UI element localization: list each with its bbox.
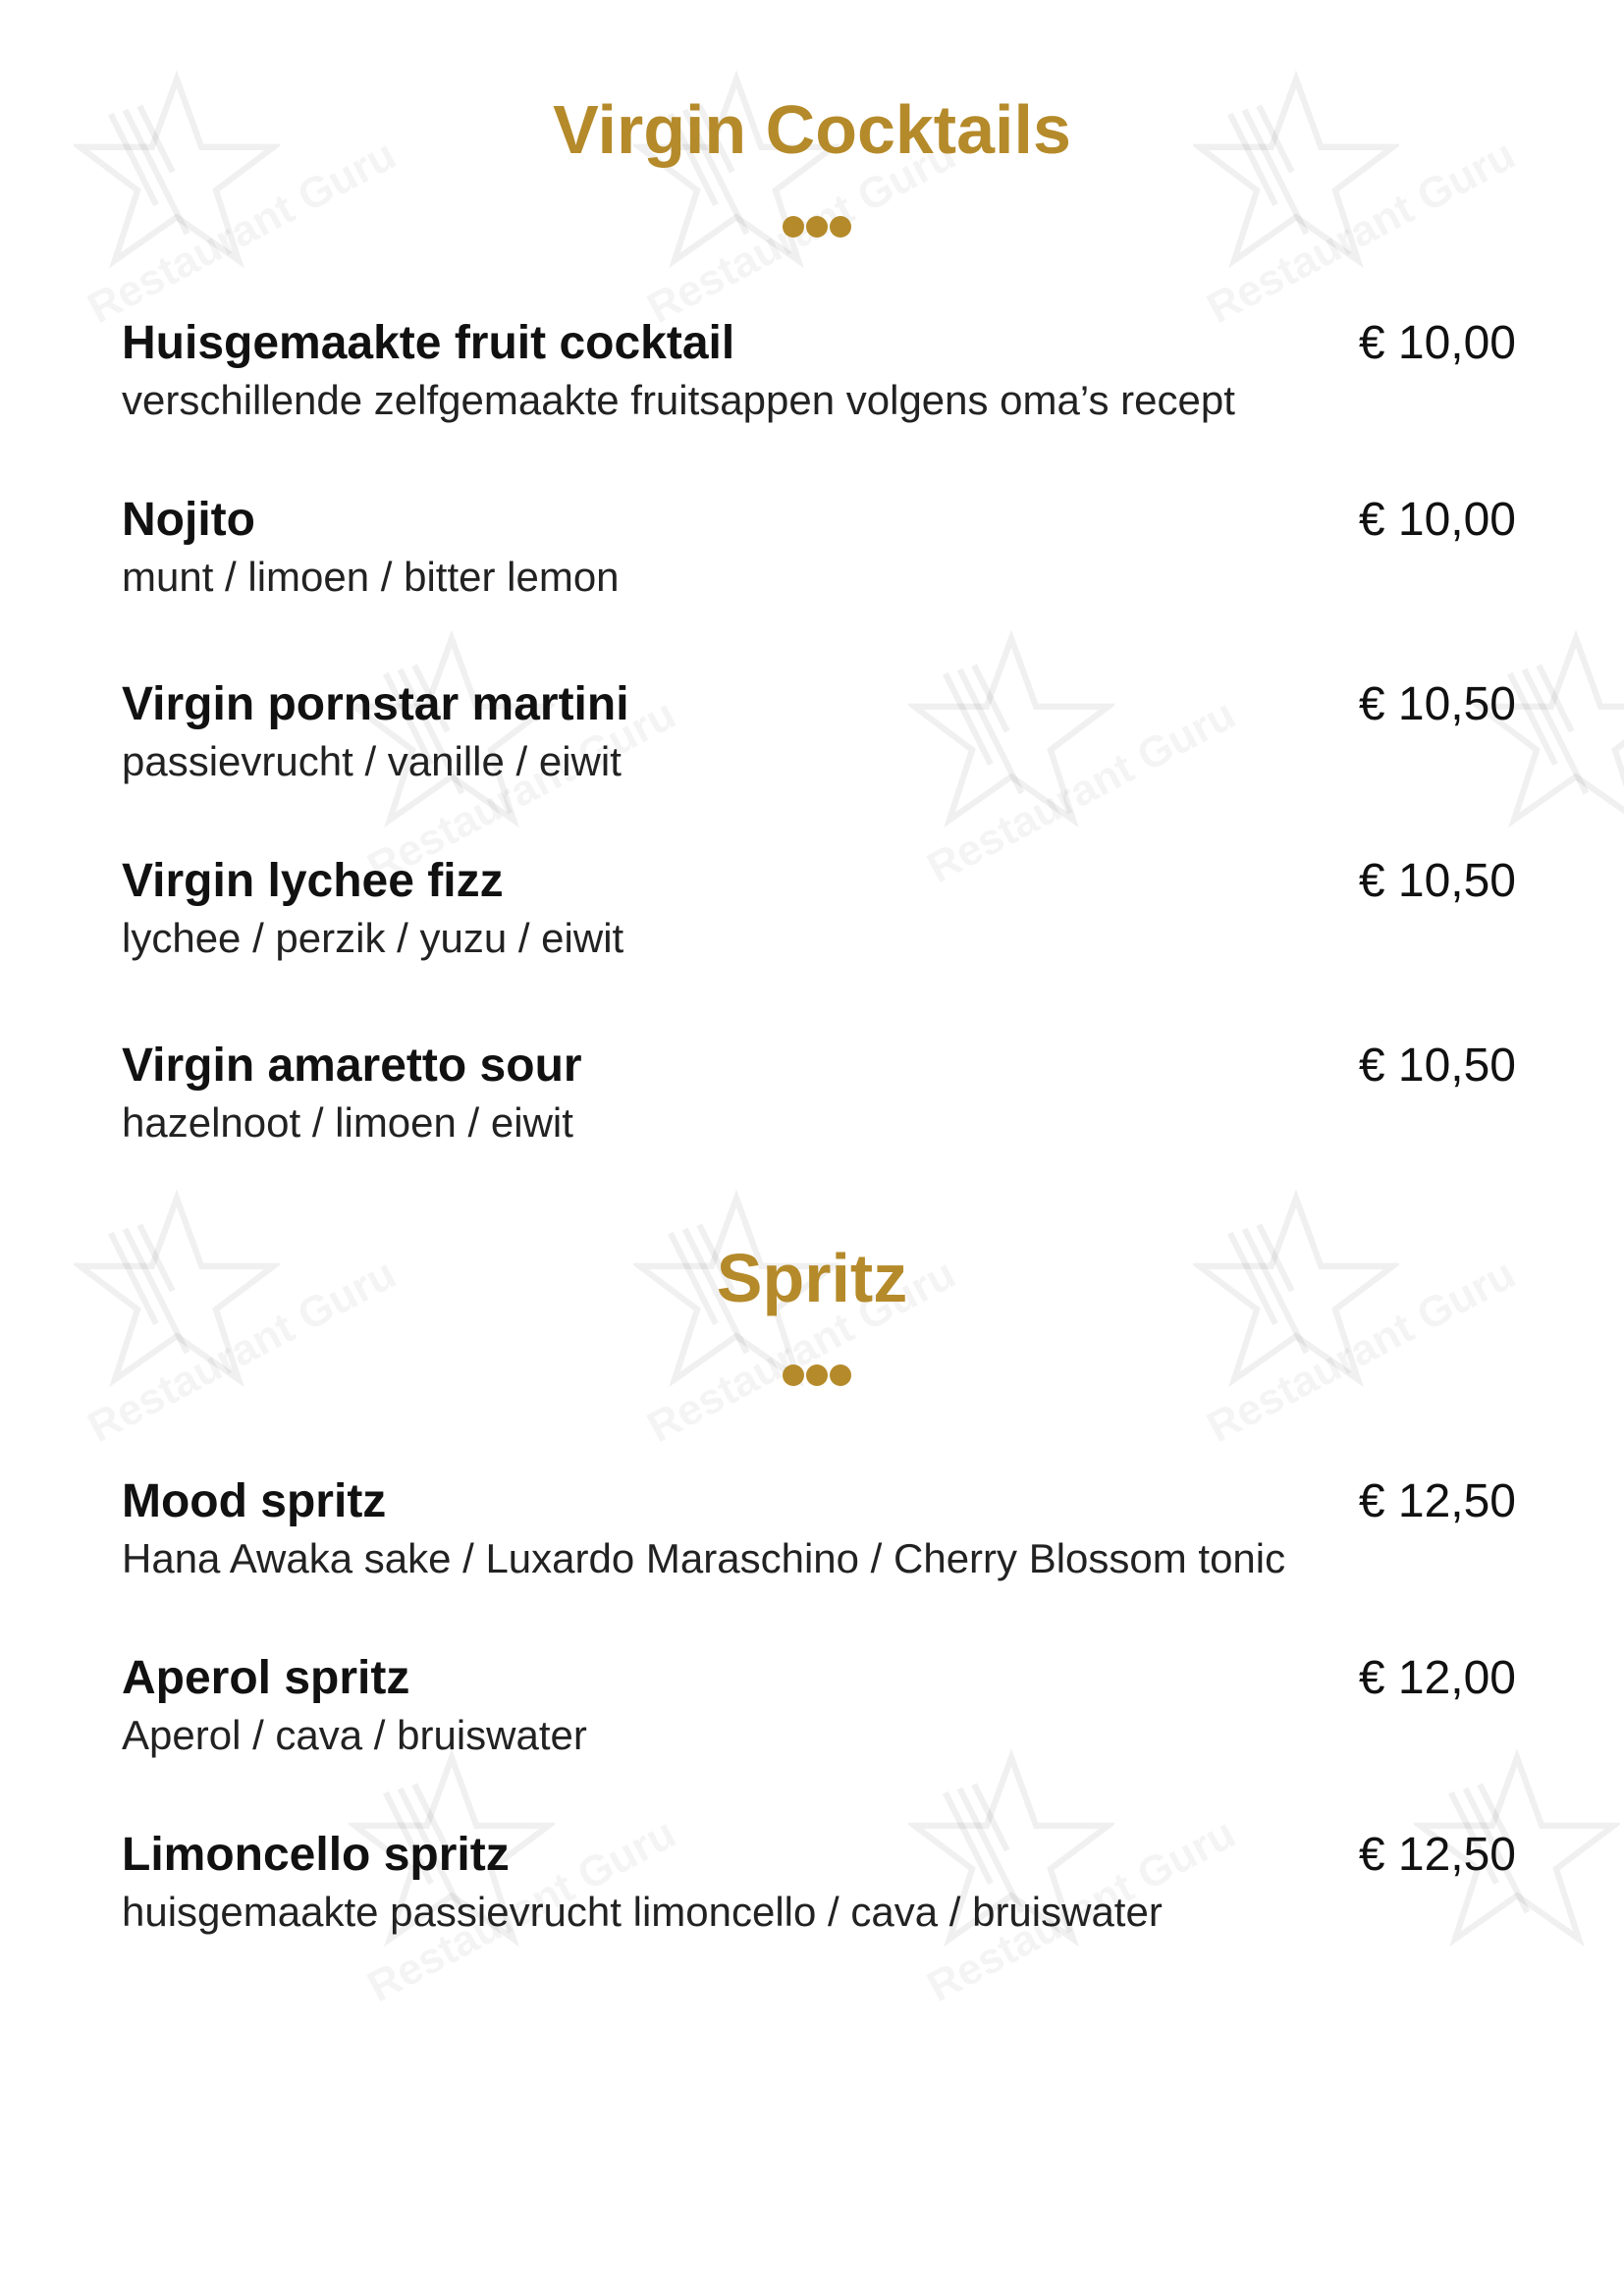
item-price: € 10,50 <box>1358 678 1516 730</box>
item-name: Nojito <box>122 494 255 546</box>
menu-item <box>122 1039 1516 1147</box>
item-price: € 12,50 <box>1358 1475 1516 1527</box>
item-description: huisgemaakte passievrucht limoncello / cava / bruiswater <box>122 1889 1163 1935</box>
item-description: hazelnoot / limoen / eiwit <box>122 1099 573 1146</box>
section-divider-dots <box>0 1364 1624 1388</box>
item-name: Aperol spritz <box>122 1652 410 1704</box>
menu-item <box>122 1474 1516 1582</box>
divider-dot <box>806 1364 828 1386</box>
item-name: Virgin amaretto sour <box>122 1040 582 1092</box>
divider-dot <box>783 1364 804 1386</box>
menu-item <box>122 493 1516 601</box>
menu-item <box>122 1651 1516 1759</box>
item-description: Aperol / cava / bruiswater <box>122 1712 587 1758</box>
divider-dot <box>830 1364 851 1386</box>
item-name: Limoncello spritz <box>122 1829 510 1881</box>
item-name: Virgin lychee fizz <box>122 855 504 907</box>
item-name: Mood spritz <box>122 1475 387 1527</box>
menu-item <box>122 854 1516 962</box>
divider-dot <box>830 216 851 238</box>
item-description: verschillende zelfgemaakte fruitsappen volgens oma’s recept <box>122 377 1235 423</box>
section-title-virgin-cocktails: Virgin Cocktails <box>553 91 1071 168</box>
item-description: Hana Awaka sake / Luxardo Maraschino / Cherry Blossom tonic <box>122 1535 1286 1581</box>
item-price: € 12,00 <box>1358 1652 1516 1704</box>
section-title-spritz: Spritz <box>716 1240 908 1316</box>
item-name: Huisgemaakte fruit cocktail <box>122 317 735 369</box>
section-divider-dots <box>0 216 1624 240</box>
menu-item <box>122 677 1516 785</box>
item-price: € 10,50 <box>1358 855 1516 907</box>
menu-item <box>122 316 1516 424</box>
item-description: munt / limoen / bitter lemon <box>122 554 620 600</box>
item-price: € 10,50 <box>1358 1040 1516 1092</box>
item-description: lychee / perzik / yuzu / eiwit <box>122 915 624 961</box>
item-description: passievrucht / vanille / eiwit <box>122 738 622 784</box>
menu-item <box>122 1828 1516 1936</box>
item-price: € 10,00 <box>1358 494 1516 546</box>
item-price: € 10,00 <box>1358 317 1516 369</box>
divider-dot <box>806 216 828 238</box>
item-name: Virgin pornstar martini <box>122 678 629 730</box>
divider-dot <box>783 216 804 238</box>
item-price: € 12,50 <box>1358 1829 1516 1881</box>
